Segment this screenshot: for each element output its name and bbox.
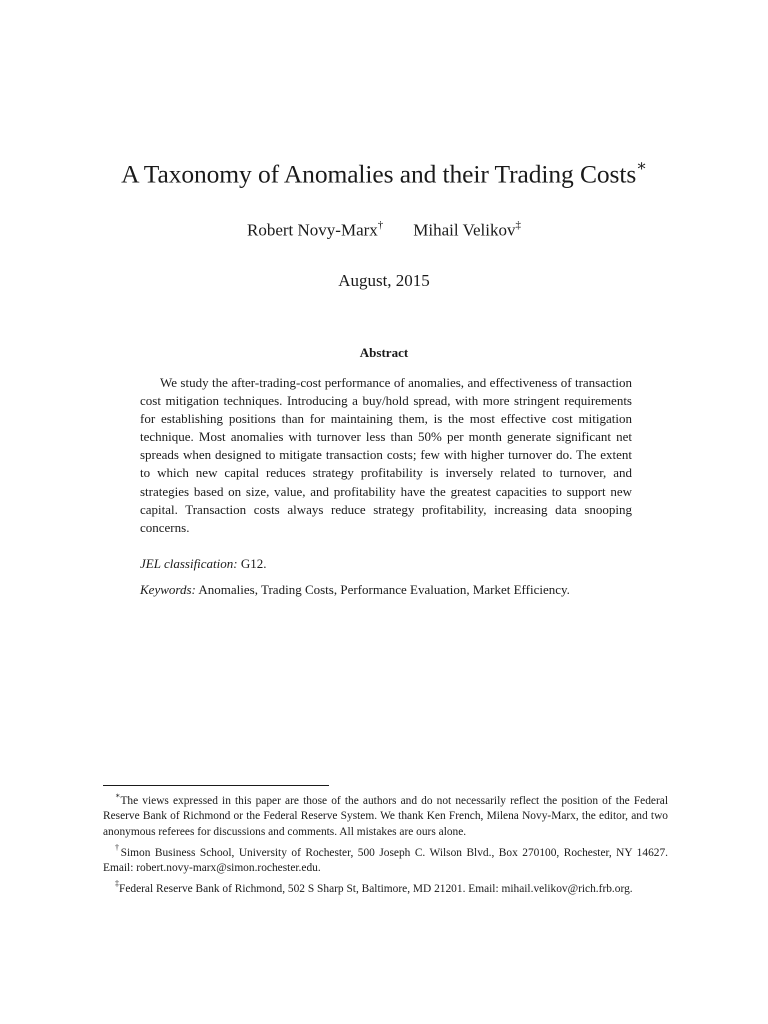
- footnote-mark: ∗: [115, 791, 121, 800]
- author-footnote-mark: †: [377, 219, 384, 231]
- footnote-text: Simon Business School, University of Rochester, 500 Joseph C. Wilson Blvd., Box 270100, Rochester, NY 14627. Email: robert.novy-marx@simon.rochester.edu.: [103, 846, 669, 874]
- jel-label: JEL classification:: [140, 556, 238, 571]
- author-name: Robert Novy-Marx: [247, 220, 378, 240]
- paper-date: August, 2015: [338, 271, 430, 290]
- author-1: [247, 215, 383, 242]
- footnote-1: [103, 789, 668, 841]
- paper-title: [0, 152, 768, 192]
- footnotes: [103, 789, 668, 897]
- footnote-text: Federal Reserve Bank of Richmond, 502 S Sharp St, Baltimore, MD 21201. Email: mihail.velikov@rich.frb.org.: [119, 882, 633, 895]
- abstract-body: We study the after-trading-cost performance of anomalies, and effectiveness of transaction cost mitigation techniques. Introducing a buy/hold spread, with more stringent requirements for establishing positions than for maintaining them, is the most effective cost mitigation technique. Most anomalies with turnover less than 50% per month generate significant net spreads when designed to mitigate transaction costs; few with higher turnover do. The extent to which new capital reduces strategy profitability is inversely related to turnover, and strategies based on size, value, and profitability have the greatest capacities to support new capital. Transaction costs always reduce strategy profitability, increasing data snooping concerns.: [140, 375, 632, 535]
- author-name: Mihail Velikov: [413, 220, 516, 240]
- footnote-text: The views expressed in this paper are those of the authors and do not necessarily reflect the position of the Federal Reserve Bank of Richmond or the Federal Reserve System. We thank Ken French, Milena Novy-Marx, the editor, and two anonymous referees for discussions and comments. All mistakes are ours alone.: [103, 794, 668, 838]
- keywords: [140, 581, 632, 599]
- footnote-2: [103, 841, 668, 877]
- paper-title-text: A Taxonomy of Anomalies and their Trading Costs: [121, 159, 637, 189]
- abstract-heading: Abstract: [359, 345, 409, 360]
- jel-classification: [140, 555, 632, 573]
- footnote-3: [103, 877, 668, 897]
- jel-value: G12.: [240, 556, 267, 571]
- author-footnote-mark: ‡: [515, 219, 521, 231]
- keywords-value: Anomalies, Trading Costs, Performance Evaluation, Market Efficiency.: [198, 582, 570, 597]
- footnote-divider: [103, 785, 329, 786]
- author-2: [413, 215, 521, 242]
- title-footnote-mark: ∗: [636, 158, 647, 175]
- footnote-mark: †: [115, 842, 121, 852]
- footnote-mark: ‡: [115, 878, 119, 888]
- author-list: [0, 215, 768, 242]
- keywords-label: Keywords:: [140, 582, 196, 597]
